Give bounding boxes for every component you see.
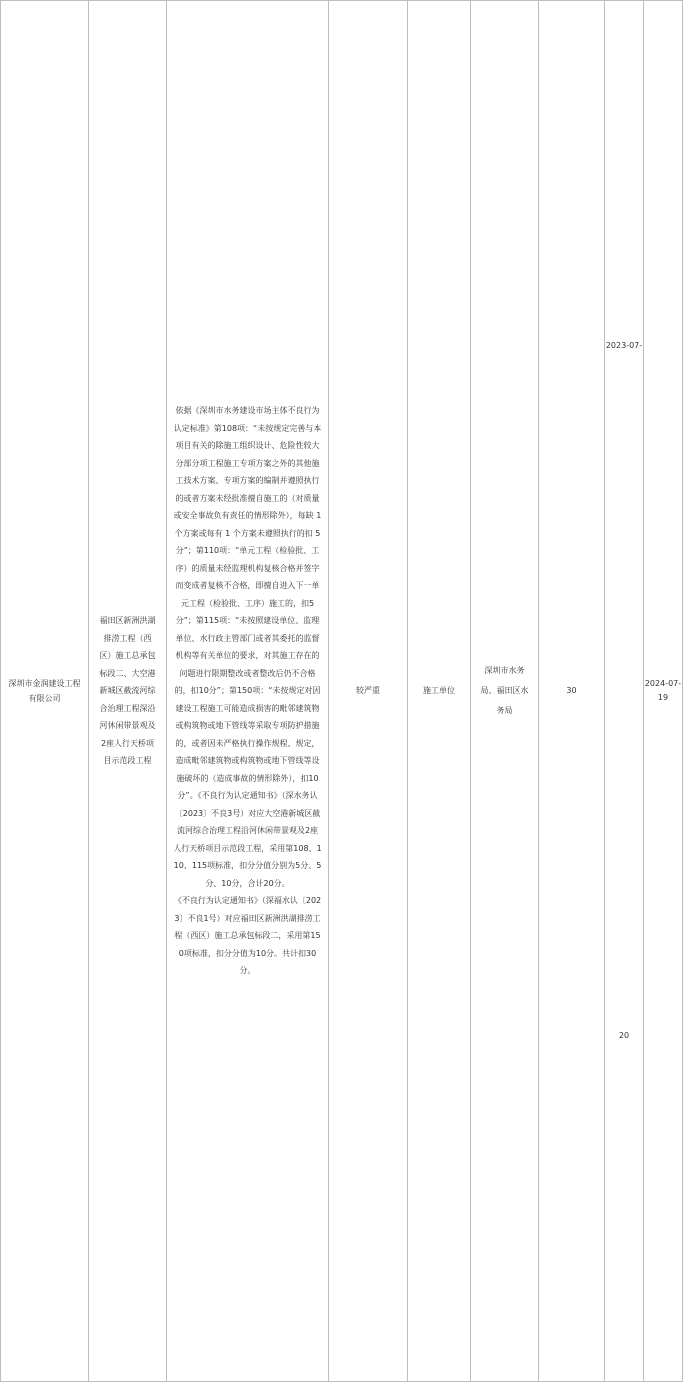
score-cell: 30 — [539, 1, 605, 1382]
description-cell — [167, 1, 329, 1382]
severity-cell: 较严重 — [329, 1, 408, 1382]
description-paragraph: 依据《深圳市水务建设市场主体不良行为认定标准》第108项：“未按规定完善与本项目有关的除施工组织设计、危险性较大分部分项工程施工专项方案之外的其他施工技术方案、专项方案的编制并遵照执行的或者方案未经批准擅自施工的（对质量或安全事故负有责任的情形除外），每缺 1 个方案或每有 1 个方案未遵照执行的扣 5 分”；第110项：“单元工程（检验批、工序）的质量未经监理机构复核合格并签字而变成者复核不合格，即擅自进入下一单元工程（检验批、工序）施工的，扣5分”；第115项：“未按照建设单位、监理单位、水行政主管部门或者其委托的监督机构等有关单位的要求，对其施工存在的问题进行限期整改或者整改后仍不合格的，扣10分”；第150项：“未按规定对因建设工程施工可能造成损害的毗邻建筑物或构筑物或地下管线等采取专项防护措施的，或者因未严格执行操作规程、规定，造成毗邻建筑物或构筑物或地下管线等设施破坏的（造成事故的情形除外），扣10分”。《不良行为认定通知书》（深水务认〔2023〕不良3号）对应大空港新城区截流河综合治理工程沿河休闲带景观及2座人行天桥项目示范段工程，采用第108、110、115项标准，扣分分值分别为5分、5分、10分，合计20分。 — [173, 406, 322, 888]
description-paragraph: 《不良行为认定通知书》（深福水认〔2023〕不良1号）对应福田区新洲洪湖排涝工程（西区）施工总承包标段二，采用第150项标准，扣分分值为10分。共计扣30分。 — [173, 896, 322, 976]
authority-cell: 深圳市水务局、福田区水务局 — [471, 1, 539, 1382]
project-cell: 福田区新洲洪湖排涝工程（西区）施工总承包标段二、大空港新城区截流河综合治理工程深沿河休闲带景观及2座人行天桥项目示范段工程 — [89, 1, 167, 1382]
company-cell: 深圳市金润建设工程有限公司 — [1, 1, 89, 1382]
start-date: 2023-07-20 — [605, 1, 644, 1381]
role-cell: 施工单位 — [408, 1, 471, 1382]
table-row — [1, 1, 683, 1382]
date-range-cell — [605, 1, 683, 1382]
end-date: 2024-07-19 — [644, 679, 682, 702]
